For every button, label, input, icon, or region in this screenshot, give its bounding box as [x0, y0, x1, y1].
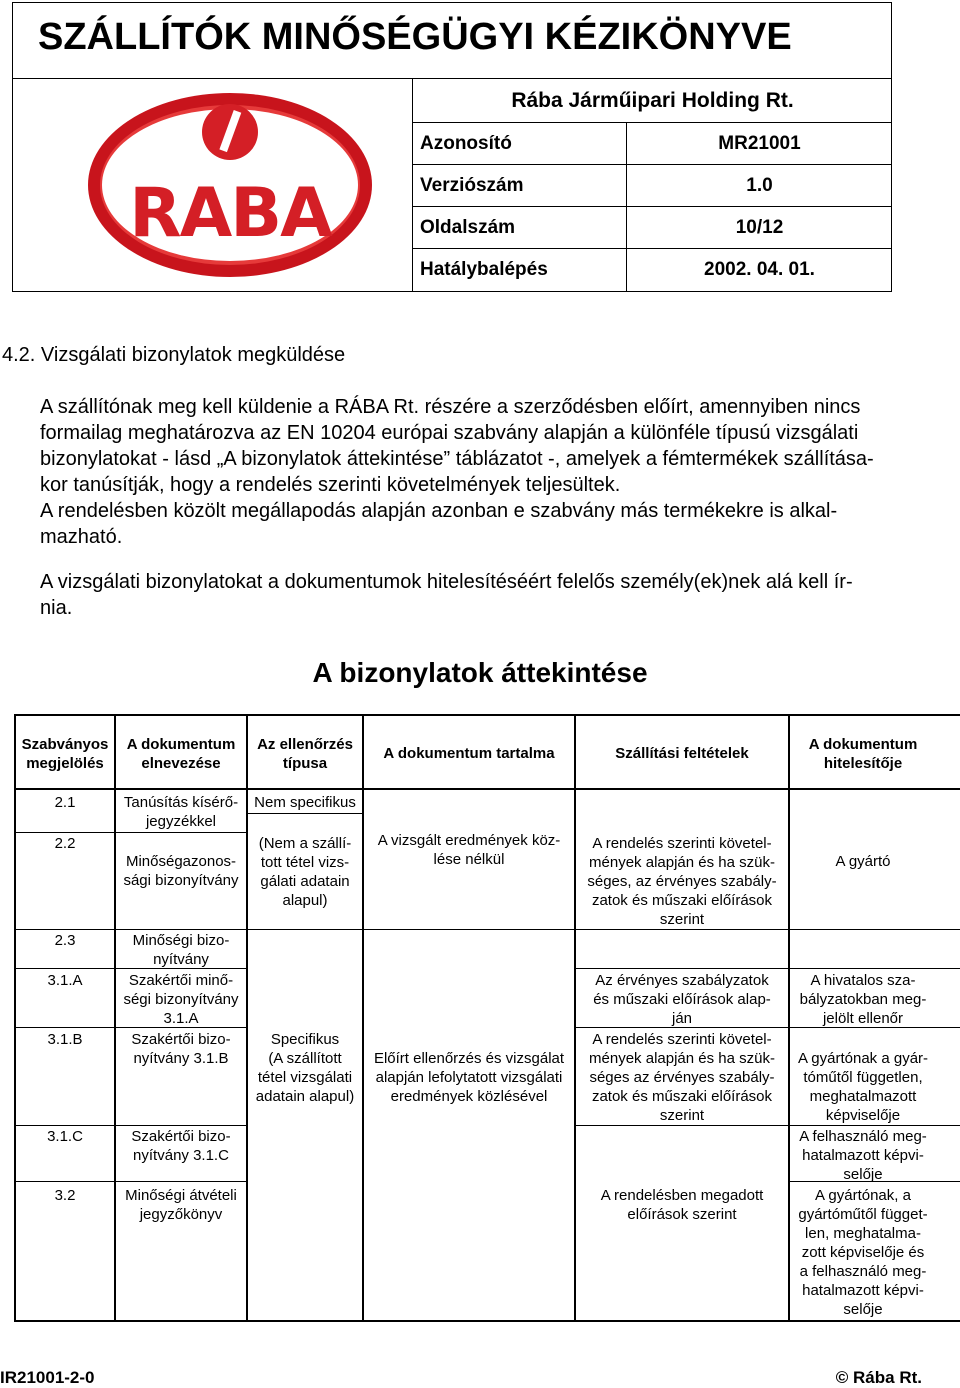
document-content-cell: Előírt ellenőrzés és vizsgálat alapján lefolytatott vizsgálati eredmények közlésével — [373, 1050, 565, 1105]
delivery-conditions-cell: A rendelésben megadott előírások szerint — [600, 1187, 764, 1223]
info-value-identifier: MR21001 — [718, 133, 801, 154]
svg-text:RABA: RABA — [129, 174, 331, 253]
paragraph-line: mazható. — [40, 526, 123, 548]
header-document-validator: A dokumentum hitelesítője — [808, 736, 918, 772]
validator-cell: A felhasználó meg- hatalmazott képvi- selője — [799, 1128, 927, 1183]
manual-title: SZÁLLÍTÓK MINŐSÉGÜGYI KÉZIKÖNYVE — [38, 16, 792, 58]
footer-document-code: IR21001-2-0 — [0, 1368, 95, 1387]
inspection-type-cell: (Nem a szállí- tott tétel vizs- gálati adatain alapul) — [258, 835, 352, 909]
designation-cell: 2.3 — [54, 932, 76, 949]
row-divider — [576, 968, 960, 969]
row-divider — [14, 1181, 248, 1182]
info-label-version: Verziószám — [420, 175, 524, 196]
validator-cell: A hivatalos sza- bályzatokban meg- jelölt ellenőr — [799, 972, 927, 1027]
document-name-cell: Szakértői minő- ségi bizonyítvány 3.1.A — [123, 972, 239, 1027]
inspection-type-cell: Specifikus (A szállított tétel vizsgálati adatain alapul) — [255, 1031, 355, 1105]
paragraph-2 — [40, 569, 930, 621]
delivery-conditions-cell: A rendelés szerinti követel- mények alapján és ha szük- séges az érvényes szabály- zatok és műszaki előírások szerint — [589, 1031, 775, 1124]
document-name-cell: Szakértői bizo- nyítvány 3.1.B — [131, 1031, 231, 1067]
info-label-effective: Hatálybalépés — [420, 259, 548, 280]
row-divider — [248, 813, 362, 814]
info-row-divider — [412, 164, 892, 165]
document-name-cell: Minőségi bizo- nyítvány — [132, 932, 230, 968]
document-name-cell: Minőségi átvételi jegyzőkönyv — [125, 1187, 237, 1223]
title-divider — [12, 78, 892, 79]
document-name-cell: Minőségazonos- sági bizonyítvány — [123, 853, 239, 889]
document-name-cell: Szakértői bizo- nyítvány 3.1.C — [131, 1128, 231, 1164]
validator-cell: A gyártónak, a gyártóműtől függet- len, meghatalma- zott képviselője és a felhasználó meg- hatalmazott képvi- selője — [798, 1187, 928, 1318]
row-divider — [14, 1125, 248, 1126]
info-label-page: Oldalszám — [420, 217, 516, 238]
delivery-conditions-cell: Az érvényes szabályzatok és műszaki előírások alap- ján — [593, 972, 771, 1027]
designation-cell: 3.1.C — [47, 1128, 83, 1145]
inspection-type-cell: Nem specifikus — [254, 794, 356, 811]
designation-cell: 2.1 — [54, 794, 76, 811]
row-divider — [14, 832, 248, 833]
info-value-version: 1.0 — [746, 175, 773, 196]
header-document-name: A dokumentum elnevezése — [126, 736, 236, 772]
designation-cell: 3.1.B — [47, 1031, 83, 1048]
header-standard-designation: Szabványos megjelölés — [21, 736, 109, 772]
header-rule — [14, 788, 960, 790]
paragraph-line: A rendelésben közölt megállapodás alapján azonban e szabvány más termékekre is alkal- — [40, 500, 838, 522]
document-content-cell: A vizsgált eredmények köz- lése nélkül — [377, 832, 561, 868]
info-value-page: 10/12 — [735, 217, 784, 238]
company-name: Rába Járműipari Holding Rt. — [511, 89, 794, 112]
paragraph-line: kor tanúsítják, hogy a rendelés szerinti követelmények teljesültek. — [40, 474, 621, 496]
info-row-divider — [412, 122, 892, 123]
header-delivery-conditions: Szállítási feltételek — [615, 745, 749, 762]
info-label-identifier: Azonosító — [420, 133, 512, 154]
paragraph-line: bizonylatokat - lásd „A bizonylatok áttekintése” táblázatot -, amelyek a fémtermékek szállítása- — [40, 448, 874, 470]
delivery-conditions-cell: A rendelés szerinti követel- mények alapján és ha szük- séges, az érvényes szabály- zatok és műszaki előírások szerint — [587, 835, 777, 928]
info-row-divider — [412, 248, 892, 249]
section-heading: 4.2. Vizsgálati bizonylatok megküldése — [2, 344, 346, 366]
table-title: A bizonylatok áttekintése — [312, 657, 648, 688]
validator-cell: A gyártónak a gyár- tóműtől független, meghatalmazott képviselője — [797, 1050, 929, 1124]
raba-logo — [80, 88, 380, 283]
row-divider — [576, 1125, 960, 1126]
paragraph-line: A vizsgálati bizonylatokat a dokumentumok hitelesítéséért felelős személy(ek)nek alá kell ír- — [40, 571, 853, 593]
header-inspection-type: Az ellenőrzés típusa — [257, 736, 353, 772]
document-name-cell: Tanúsítás kísérő- jegyzékkel — [123, 794, 239, 830]
paragraph-line: nia. — [40, 597, 73, 619]
header-document-content: A dokumentum tartalma — [383, 745, 555, 762]
designation-cell: 2.2 — [54, 835, 76, 852]
designation-cell: 3.2 — [54, 1187, 76, 1204]
designation-cell: 3.1.A — [47, 972, 83, 989]
paragraph-1 — [40, 394, 930, 550]
row-divider — [14, 929, 960, 930]
footer-copyright: © Rába Rt. — [835, 1368, 922, 1387]
paragraph-line: formailag meghatározva az EN 10204 európai szabvány alapján a különféle típusú vizsgálati — [40, 422, 859, 444]
paragraph-line: A szállítónak meg kell küldenie a RÁBA Rt. részére a szerződésben előírt, amennyiben nincs — [40, 396, 861, 418]
info-row-divider — [412, 206, 892, 207]
validator-cell: A gyártó — [835, 853, 891, 870]
info-value-effective: 2002. 04. 01. — [704, 259, 815, 280]
col-divider — [362, 714, 364, 1322]
